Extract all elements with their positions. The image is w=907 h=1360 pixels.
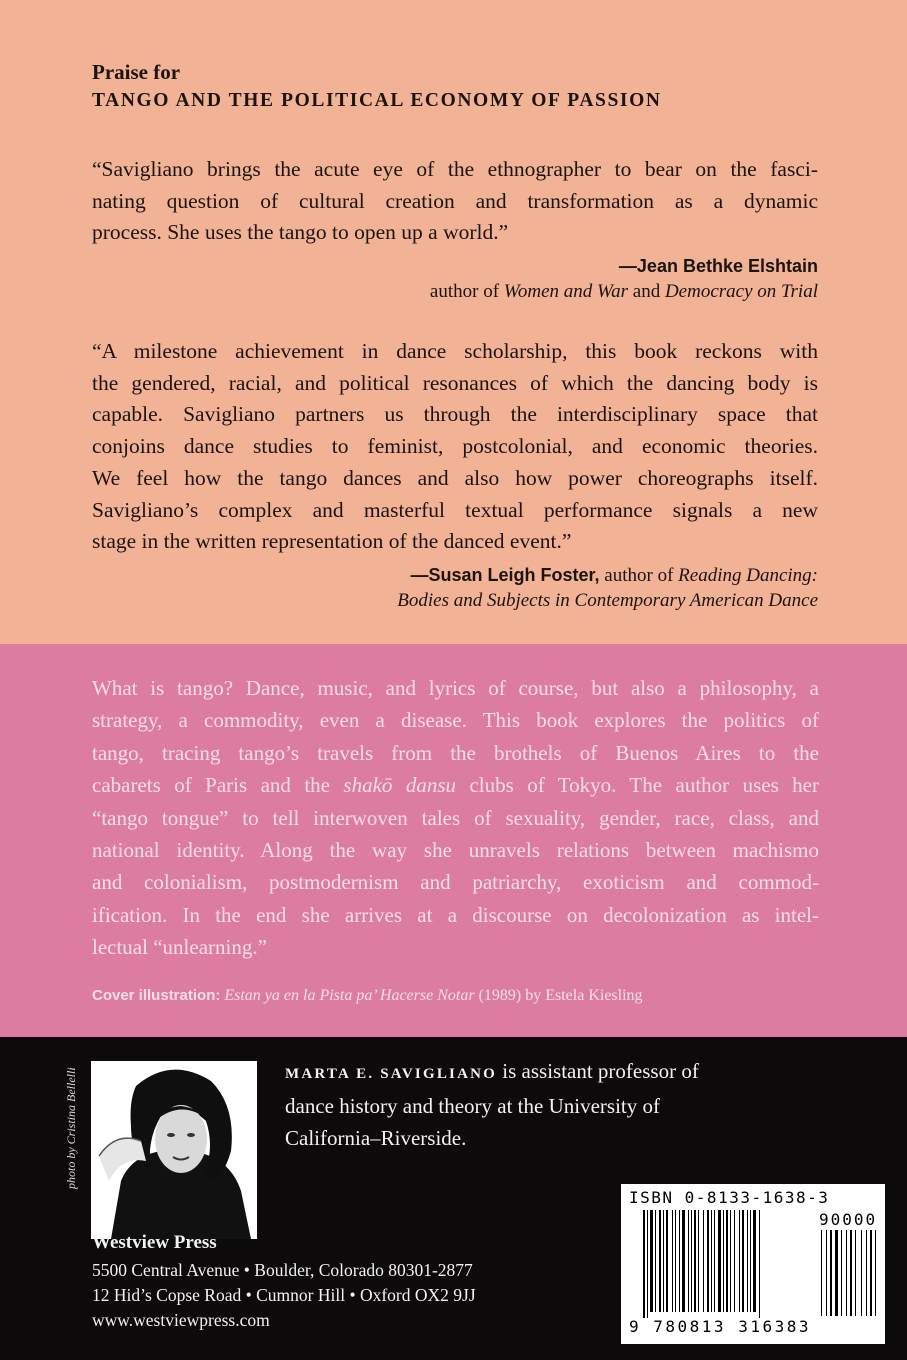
quote-line: We feel how the tango dances and also how power choreographs itself. [92,465,818,490]
barcode-bar [672,1210,673,1312]
barcode-bar [753,1210,756,1312]
publisher-name: Westview Press [92,1232,217,1253]
credit-work: Democracy on Trial [664,281,818,302]
barcode-addon-bar [855,1230,856,1316]
barcode-addon-number: 90000 [819,1210,878,1229]
barcode-bar [675,1210,676,1312]
barcode-bar [739,1210,740,1312]
quote-author: —Susan Leigh Foster, [410,565,600,585]
barcode-addon-bar [821,1230,822,1316]
barcode-bar [718,1210,721,1312]
barcode-bar [694,1210,696,1312]
description-line: strategy, a commodity, even a disease. This book explores the politics of [92,708,819,733]
barcode-addon-bar [870,1230,872,1316]
barcode-bar [688,1210,689,1312]
cover-label: Cover illustration: [92,987,221,1004]
description-line [92,769,819,801]
barcode-addon-bar [861,1230,862,1316]
barcode-bar [750,1210,751,1312]
attribution-elshtain [430,254,818,304]
description-section [0,644,907,1037]
barcode-bar [711,1210,712,1312]
cover-artist: (1989) by Estela Kiesling [474,987,643,1004]
description-line: What is tango? Dance, music, and lyrics of course, but also a philosophy, a [92,676,819,700]
praise-heading-block [92,60,662,112]
cover-title: Estan ya en la Pista pa’ Hacerse Notar [224,987,475,1004]
description-italic: shakō dansu [343,773,457,798]
attribution-foster [397,563,818,613]
barcode-bar [747,1210,748,1312]
quote-line: capable. Savigliano partners us through the interdisciplinary space that [92,402,818,427]
quote-author: —Jean Bethke Elshtain [618,256,818,276]
quote-line: conjoins dance studies to feminist, postcolonial, and economic theories. [92,434,818,459]
barcode-bar [730,1210,731,1312]
author-name: MARTA E. SAVIGLIANO [285,1066,498,1082]
barcode-bar [714,1210,715,1312]
barcode-bar [723,1210,724,1312]
credit-work: Reading Dancing: [678,565,818,586]
barcode-bar [655,1210,656,1312]
quote-line: the gendered, racial, and political resonances of which the dancing body is [92,370,818,395]
cover-illustration-credit [92,987,643,1005]
description-line: national identity. Along the way she unravels relations between machismo [92,838,819,863]
barcode-bar [647,1210,648,1318]
author-bio-text: is assistant professor of dance history and theory at the University of California–Riverside. [285,1059,699,1150]
description-line: lectual “unlearning.” [92,935,267,960]
barcode-bar [734,1210,735,1312]
barcode-bar [759,1210,760,1318]
quote-line: “Savigliano brings the acute eye of the ethnographer to bear on the fasci- [92,157,818,181]
barcode-addon-bar [835,1230,838,1316]
description-fragment: clubs of Tokyo. The author uses her [456,773,820,798]
ean-number: 9 780813 316383 [629,1317,811,1336]
book-title: TANGO AND THE POLITICAL ECONOMY OF PASSION [92,90,662,111]
book-description [92,672,819,964]
barcode-addon-bar [850,1230,852,1316]
quote-line: process. She uses the tango to open up a world.” [92,220,509,245]
barcode-addon-bar [826,1230,827,1316]
author-publisher-section [0,1037,907,1360]
barcode-bar [726,1210,728,1312]
credit-and: and [628,281,665,302]
barcode-addon-bar [841,1230,842,1316]
barcode-bar [663,1210,664,1312]
barcode-bar [742,1210,744,1312]
barcode-box [621,1184,885,1344]
publisher-address-1: 5500 Central Avenue • Boulder, Colorado 80301-2877 [92,1260,473,1280]
barcode-addon-bar [846,1230,847,1316]
description-fragment: cabarets of Paris and the [92,773,344,798]
quote-line: Savigliano’s complex and masterful textual performance signals a new [92,497,818,522]
publisher-block [92,1230,476,1333]
description-line: ification. In the end she arrives at a discourse on decolonization as intel- [92,902,819,927]
barcode-bar [703,1210,704,1312]
barcode-bar [659,1210,661,1312]
quote-foster [92,336,818,558]
barcode-bar [650,1210,653,1312]
credit-prefix: author of [429,281,504,302]
quote-line: stage in the written representation of the danced event.” [92,529,572,554]
author-portrait-icon [91,1061,257,1239]
praise-section [0,0,907,644]
barcode-addon-bar [866,1230,867,1316]
barcode-bar [698,1210,699,1312]
credit-work: Bodies and Subjects in Contemporary American Dance [397,590,818,611]
author-bio [285,1055,745,1154]
description-line: tango, tracing tango’s travels from the brothels of Buenos Aires to the [92,740,819,765]
barcode-bar [691,1210,692,1312]
publisher-website: www.westviewpress.com [92,1310,270,1330]
photo-credit: photo by Cristina Bellelli [64,1067,78,1189]
barcode-bar [643,1210,645,1318]
quote-line: “A milestone achievement in dance scholarship, this book reckons with [92,339,818,363]
barcode-bar [707,1210,709,1312]
publisher-address-2: 12 Hid’s Copse Road • Cumnor Hill • Oxford OX2 9JJ [92,1285,476,1305]
credit-prefix: author of [599,565,679,586]
barcode-bar [679,1210,680,1312]
description-line: and colonialism, postmodernism and patriarchy, exoticism and commod- [92,870,819,895]
credit-work: Women and War [503,281,629,302]
praise-heading: Praise for [92,60,181,84]
isbn-number: ISBN 0-8133-1638-3 [629,1188,830,1207]
barcode-bar [682,1210,685,1312]
barcode-addon-bar [830,1230,832,1316]
quote-line: nating question of cultural creation and transformation as a dynamic [92,188,818,213]
description-line: “tango tongue” to tell interwoven tales of sexuality, gender, race, class, and [92,805,819,830]
quote-elshtain [92,154,818,249]
author-photo [91,1061,257,1239]
barcode-bar [666,1210,668,1312]
barcode-addon-bar [875,1230,876,1316]
